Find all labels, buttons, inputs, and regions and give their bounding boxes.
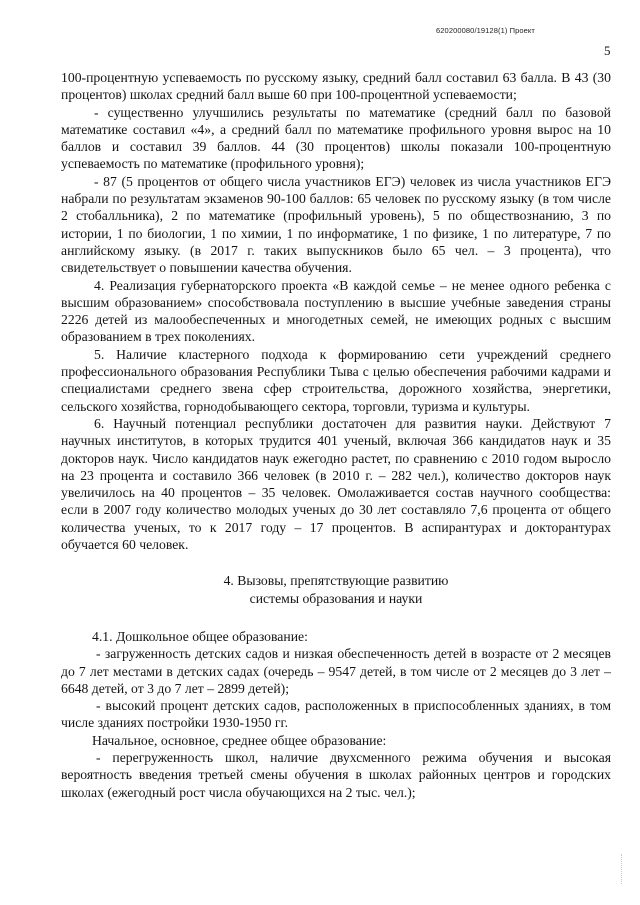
document-body xyxy=(61,69,611,801)
section-heading xyxy=(61,572,611,607)
list-item-school-overload: - перегруженность школ, наличие двухсменного режима обучения и высокая вероятность введения третьей смены обучения в школах районных центров и городских школах (ежегодный рост числа обучающихся на 2 тыс. чел.); xyxy=(61,749,611,800)
section-heading-line2: системы образования и науки xyxy=(249,590,423,606)
subsection-title: 4.1. Дошкольное общее образование: xyxy=(92,628,308,644)
paragraph-governor-project: 4. Реализация губернаторского проекта «В каждой семье – не менее одного ребенка с высшим образованием» способствовала поступлению в высшие учебные заведения страны 2226 детей из малообеспеченных и многодетных семей, не имеющих родных с высшим образованием в трех поколениях. xyxy=(61,277,611,345)
paragraph-math-results: - существенно улучшились результаты по математике (средний балл по базовой математике составил «4», а средний балл по математике профильного уровня вырос на 10 баллов и составил 39 баллов. 44 (30 процентов) школы показали 100-процентную успеваемость по математике (профильного уровня); xyxy=(61,104,611,172)
paragraph-high-scorers: - 87 (5 процентов от общего числа участников ЕГЭ) человек из числа участников ЕГЭ набрали по результатам экзаменов 90-100 баллов: 65 человек по русскому языку (в том числе 2 стобалльника), 2 по математике (профильный уровень), 5 по обществознанию, 3 по истории, 1 по биологии, 1 по химии, 1 по информатике, 1 по физике, 1 по литературе, 7 по английскому языку. (в 2017 г. таких выпускников было 65 чел. – 3 процента), что свидетельствует о повышении качества обучения. xyxy=(61,173,611,276)
list-item-kindergarten-load: - загруженность детских садов и низкая обеспеченность детей в возрасте от 2 месяцев до 7 лет местами в детских садах (очередь – 9547 детей, в том числе от 2 месяцев до 3 лет – 6648 детей, от 3 до 7 лет – 2899 детей); xyxy=(61,646,611,696)
subsection-subtitle: Начальное, основное, среднее общее образование: xyxy=(92,732,387,748)
paragraph-science-potential: 6. Научный потенциал республики достаточен для развития науки. Действуют 7 научных институтов, в которых трудится 401 ученый, включая 366 кандидатов наук и 35 докторов наук. Число кандидатов наук ежегодно растет, по сравнению с 2010 годом выросло на 23 процента и составило 366 человек (в 2010 г. – 282 чел.), количество докторов наук увеличилось на 40 процентов – 35 человек. Омолаживается состав научного сообщества: если в 2007 году количество молодых ученых до 30 лет составляло 7,6 процента от общего количества ученых, то к 2017 году – 17 процентов. В аспирантурах и докторантурах обучается 60 человек. xyxy=(61,415,611,553)
paragraph-continuation: 100-процентную успеваемость по русскому языку, средний балл составил 63 балла. В 43 (30 процентов) школах средний балл выше 60 при 100-процентной успеваемости; xyxy=(61,70,611,103)
document-code: 620200080/19128(1) Проект xyxy=(436,26,535,35)
scan-margin-mark xyxy=(621,854,626,884)
paragraph-cluster-approach: 5. Наличие кластерного подхода к формированию сети учреждений среднего профессионального образования Республики Тыва с целью обеспечения рабочими кадрами и специалистами среднего звена сфер строительства, дорожного хозяйства, энергетики, сельского хозяйства, горнодобывающего сектора, торговли, туризма и культуры. xyxy=(61,346,611,414)
page-number: 5 xyxy=(604,43,611,58)
section-heading-line1: 4. Вызовы, препятствующие развитию xyxy=(223,573,449,589)
list-item-kindergarten-buildings: - высокий процент детских садов, расположенных в приспособленных зданиях, в том числе зданиях постройки 1930-1950 гг. xyxy=(61,698,611,731)
